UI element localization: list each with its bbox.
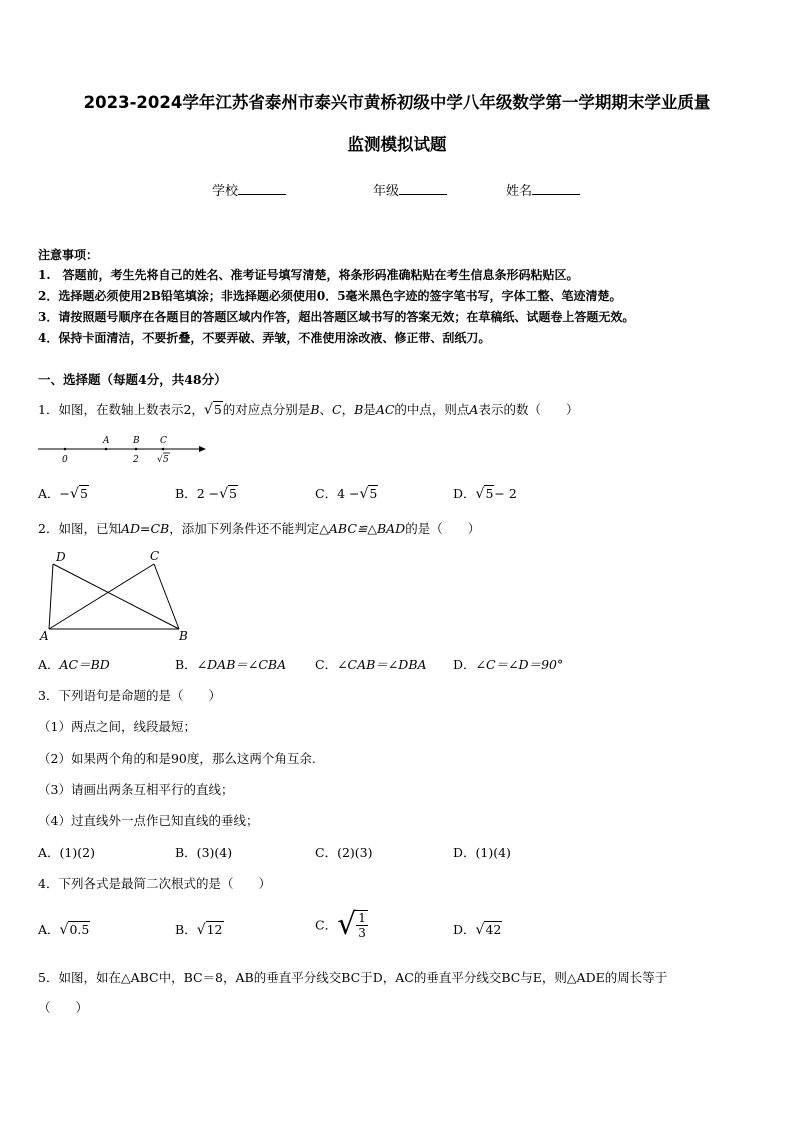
option-text: − 2 — [494, 486, 517, 501]
point-b-label: B — [310, 402, 320, 417]
q2-option-c[interactable] — [315, 655, 427, 673]
q2-stem-post2: 的是（ ） — [405, 521, 481, 536]
vertex-a-label: A — [40, 629, 49, 643]
q3-option-b[interactable]: B．(3)(4) — [175, 845, 233, 860]
q1-stem-tail3: 表示的数（ ） — [478, 402, 579, 417]
page-title-line2: 监测模拟试题 — [347, 135, 447, 154]
point-b-label: B — [354, 402, 364, 417]
q1-stem: 1．如图，在数轴上数表示2，√5的对应点分别是B、C，B是AC的中点，则点A表示的数（ ） — [38, 402, 579, 418]
option-label: A． — [38, 486, 60, 501]
arrow-icon — [199, 446, 206, 452]
q4-option-a[interactable] — [38, 920, 90, 938]
notes-item-3: 3．请按照题号顺序在各题目的答题区域内作答，超出答题区域书写的答案无效；在草稿纸、试题卷上答题无效。 — [38, 310, 635, 324]
q3-statement-1: （1）两点之间，线段最短； — [38, 719, 196, 734]
q2-congruence: △ABC≌△BAD — [319, 521, 406, 536]
segment-ac-label: AC — [375, 402, 395, 417]
fraction — [356, 910, 368, 940]
option-label: D． — [453, 657, 476, 672]
radicand: 5 — [79, 486, 88, 501]
q4-stem: 4．下列各式是最简二次根式的是（ ） — [38, 876, 271, 891]
q2-stem — [38, 519, 480, 537]
option-label: D． — [453, 486, 476, 501]
segment-ad — [49, 564, 53, 629]
option-label: C． — [315, 917, 338, 933]
origin-point — [64, 448, 67, 451]
q1-stem-pre: 1．如图，在数轴上数表示2， — [38, 402, 204, 417]
option-text: − — [59, 486, 71, 501]
option-text: 2 − — [196, 486, 220, 501]
q1-option-d[interactable] — [453, 484, 517, 502]
radicand: 5 — [213, 402, 222, 417]
sqrt-symbol: √12 — [196, 922, 223, 938]
option-text: ∠DAB＝∠CBA — [196, 657, 287, 672]
option-label: A． — [38, 922, 60, 937]
q3-option-d[interactable]: D．(1)(4) — [453, 845, 511, 860]
sqrt-symbol: √ — [157, 455, 163, 465]
radicand: 12 — [206, 922, 223, 937]
number-line-figure — [36, 432, 216, 466]
point-b — [135, 448, 138, 451]
q2-option-b[interactable] — [175, 655, 286, 673]
q3-option-a[interactable]: A．(1)(2) — [38, 845, 95, 860]
sqrt-symbol: √0.5 — [59, 922, 90, 938]
q3-statement-2: （2）如果两个角的和是90度，那么这两个角互余. — [38, 751, 316, 766]
axis-label-a: A — [103, 436, 110, 446]
point-c — [162, 448, 165, 451]
q2-condition: AD=CB — [120, 521, 170, 536]
axis-label-b: B — [133, 436, 140, 446]
name-field — [506, 180, 580, 199]
segment-cb — [154, 564, 179, 629]
quadrilateral-figure — [38, 545, 198, 645]
option-label: C． — [315, 486, 338, 501]
q5-stem-line2: （ ） — [38, 1000, 89, 1015]
radicand: 5 — [229, 486, 237, 501]
q3-statement-3: （3）请画出两条互相平行的直线； — [38, 782, 234, 797]
q2-option-a[interactable] — [38, 655, 110, 673]
sqrt-symbol: √5 — [203, 402, 222, 418]
sqrt-symbol: √5 — [475, 486, 494, 502]
option-label: C． — [315, 657, 338, 672]
sqrt-symbol: √5 — [70, 486, 88, 502]
option-label: D． — [453, 922, 476, 937]
option-text: ∠CAB＝∠DBA — [337, 657, 427, 672]
radicand: 5 — [369, 486, 378, 501]
fraction-denominator: 3 — [358, 925, 366, 940]
point-c-label: C — [332, 402, 342, 417]
q4-option-c[interactable] — [315, 907, 368, 942]
q4-option-b[interactable] — [175, 920, 224, 938]
q1-option-c[interactable] — [315, 484, 378, 502]
option-label: B． — [175, 657, 197, 672]
axis-tick-sqrt5: 5 — [163, 455, 169, 465]
option-label: B． — [175, 922, 197, 937]
fraction-numerator: 1 — [358, 910, 366, 925]
notes-item-1: 1. 答题前，考生先将自己的姓名、准考证号填写清楚，将条形码准确粘贴在考生信息条形码粘贴区。 — [38, 268, 579, 282]
q1-option-b[interactable] — [175, 484, 238, 502]
grade-field — [373, 180, 447, 199]
q1-stem-tail2: 的中点，则点 — [394, 402, 470, 417]
name-label: 姓名 — [506, 184, 533, 199]
q2-stem-post: ，添加下列条件还不能判定 — [169, 521, 320, 536]
q1-stem-mid: 的对应点分别是 — [222, 402, 311, 417]
q5-stem: 5．如图，如在△ABC中，BC＝8，AB的垂直平分线交BC于D，AC的垂直平分线交BC与E，则△ADE的周长等于 — [38, 970, 668, 985]
option-label: B． — [175, 486, 197, 501]
segment-db — [53, 564, 179, 629]
q3-statement-4: （4）过直线外一点作已知直线的垂线； — [38, 813, 259, 828]
q2-option-d[interactable] — [453, 655, 563, 673]
q1-option-a[interactable] — [38, 484, 89, 502]
q3-option-c[interactable]: C．(2)(3) — [315, 845, 373, 860]
sqrt-symbol: √5 — [219, 486, 237, 502]
point-a — [105, 448, 108, 451]
q4-option-d[interactable] — [453, 920, 502, 938]
vertex-d-label: D — [56, 550, 66, 564]
school-label: 学校 — [212, 184, 239, 199]
radicand: 42 — [485, 922, 502, 937]
notes-item-4: 4．保持卡面清洁，不要折叠，不要弄破、弄皱，不准使用涂改液、修正带、刮纸刀。 — [38, 331, 491, 345]
grade-label: 年级 — [373, 184, 400, 199]
option-label: A． — [38, 657, 60, 672]
sqrt-symbol: √ — [337, 907, 357, 942]
vertex-b-label: B — [179, 629, 188, 643]
q1-stem-tail: 是 — [363, 402, 376, 417]
page-title: 2023-2024学年江苏省泰州市泰兴市黄桥初级中学八年级数学第一学期期末学业质量 — [83, 93, 711, 112]
notes-item-2: 2．选择题必须使用2B铅笔填涂；非选择题必须使用0．5毫米黑色字迹的签字笔书写，字体工整、笔迹清楚。 — [38, 289, 622, 303]
q3-stem: 3．下列语句是命题的是（ ） — [38, 688, 221, 703]
notes-heading: 注意事项： — [38, 248, 99, 262]
option-text: AC＝BD — [59, 657, 110, 672]
axis-tick-0: 0 — [62, 455, 68, 465]
axis-tick-2: 2 — [133, 455, 139, 465]
section-heading: 一、选择题（每题4分，共48分） — [38, 372, 227, 387]
school-field — [212, 180, 286, 199]
vertex-c-label: C — [150, 549, 160, 563]
axis-label-c: C — [160, 436, 167, 446]
sqrt-symbol: √5 — [359, 486, 378, 502]
sqrt-symbol: √42 — [475, 922, 502, 938]
option-text: 4 − — [337, 486, 360, 501]
option-text: ∠C＝∠D＝90° — [475, 657, 564, 672]
radicand: 0.5 — [69, 922, 90, 937]
q2-stem-pre: 2．如图，已知 — [38, 521, 121, 536]
radicand: 5 — [485, 486, 494, 501]
point-a-label: A — [469, 402, 479, 417]
segment-ac — [49, 564, 154, 629]
